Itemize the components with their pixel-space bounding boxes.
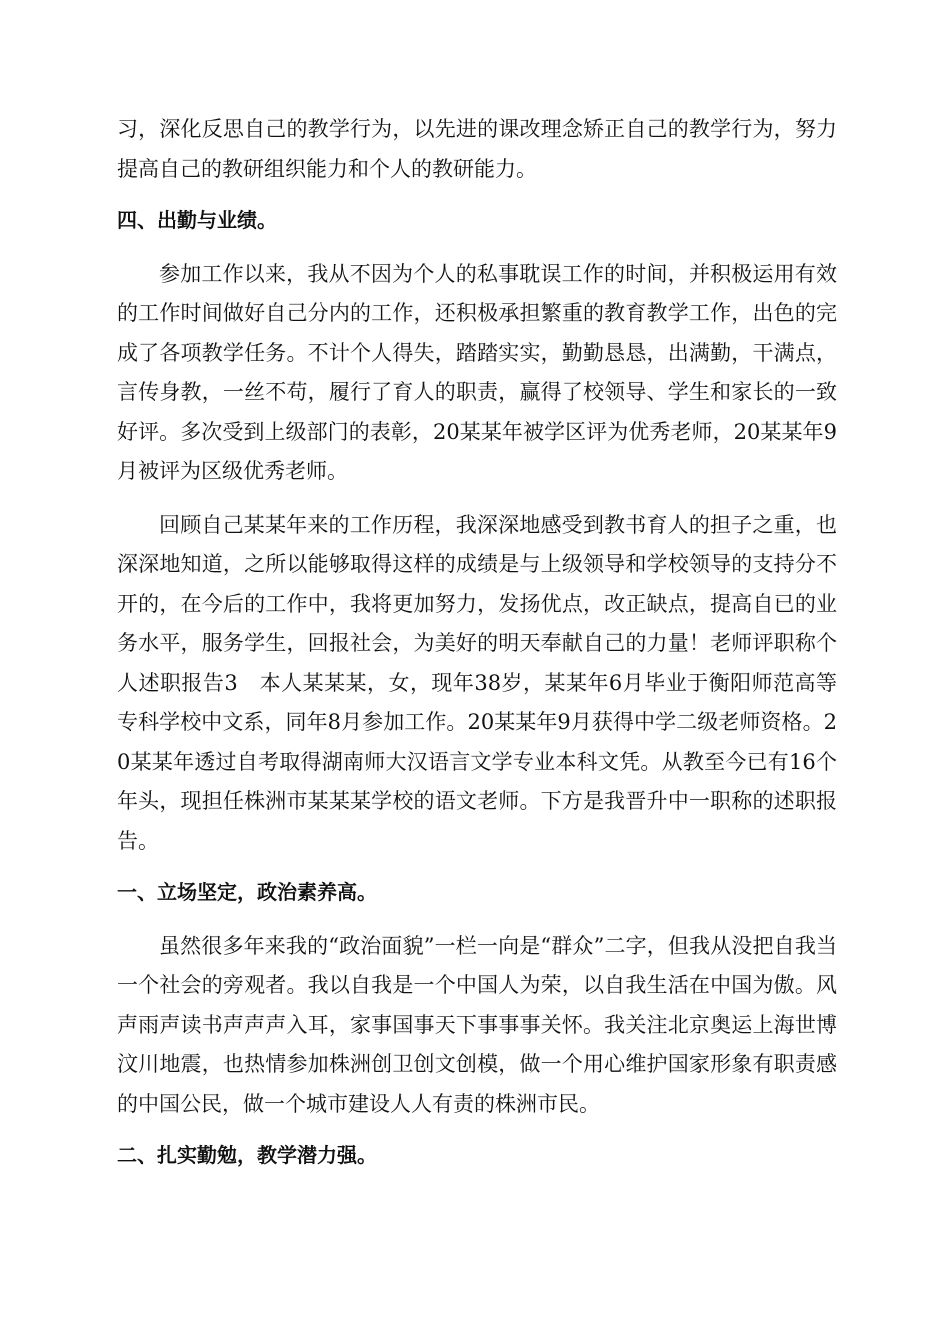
section-heading-1: 一、立场坚定，政治素养高。	[117, 880, 377, 904]
paragraph-political: 虽然很多年来我的“政治面貌”一栏一向是“群众”二字，但我从没把自我当一个社会的旁观者。我以自我是一个中国人为荣，以自我生活在中国为傲。风声雨声读书声声声入耳，家事国事天下事事事关怀。我关注北京奥运上海世博汶川地震，也热情参加株洲创卫创文创模，做一个用心维护国家形象有职责感的中国公民，做一个城市建设人人有责的株洲市民。	[117, 933, 837, 1116]
paragraph-attendance: 参加工作以来，我从不因为个人的私事耽误工作的时间，并积极运用有效的工作时间做好自己分内的工作，还积极承担繁重的教育教学工作，出色的完成了各项教学任务。不计个人得失，踏踏实实，勤勤恳恳，出满勤，干满点，言传身教，一丝不苟，履行了育人的职责，赢得了校领导、学生和家长的一致好评。多次受到上级部门的表彰，20某某年被学区评为优秀老师，20某某年9月被评为区级优秀老师。	[117, 261, 837, 483]
section-heading-2: 二、扎实勤勉，教学潜力强。	[117, 1143, 377, 1167]
section-heading-4: 四、出勤与业绩。	[117, 208, 277, 232]
paragraph-review: 回顾自己某某年来的工作历程，我深深地感受到教书育人的担子之重，也深深地知道，之所以能够取得这样的成绩是与上级领导和学校领导的支持分不开的，在今后的工作中，我将更加努力，发扬优点，改正缺点，提高自已的业务水平，服务学生，回报社会，为美好的明天奉献自己的力量！老师评职称个人述职报告3 本人某某某，女，现年38岁，某某年6月毕业于衡阳师范高等专科学校中文系，同年8月参加工作。20某某年9月获得中学二级老师资格。20某某年透过自考取得湖南师大汉语言文学专业本科文凭。从教至今已有16个年头，现担任株洲市某某某学校的语文老师。下方是我晋升中一职称的述职报告。	[117, 512, 837, 853]
paragraph-continued: 习，深化反思自己的教学行为，以先进的课改理念矫正自己的教学行为，努力提高自己的教研组织能力和个人的教研能力。	[117, 117, 837, 181]
document-body	[117, 110, 837, 1176]
